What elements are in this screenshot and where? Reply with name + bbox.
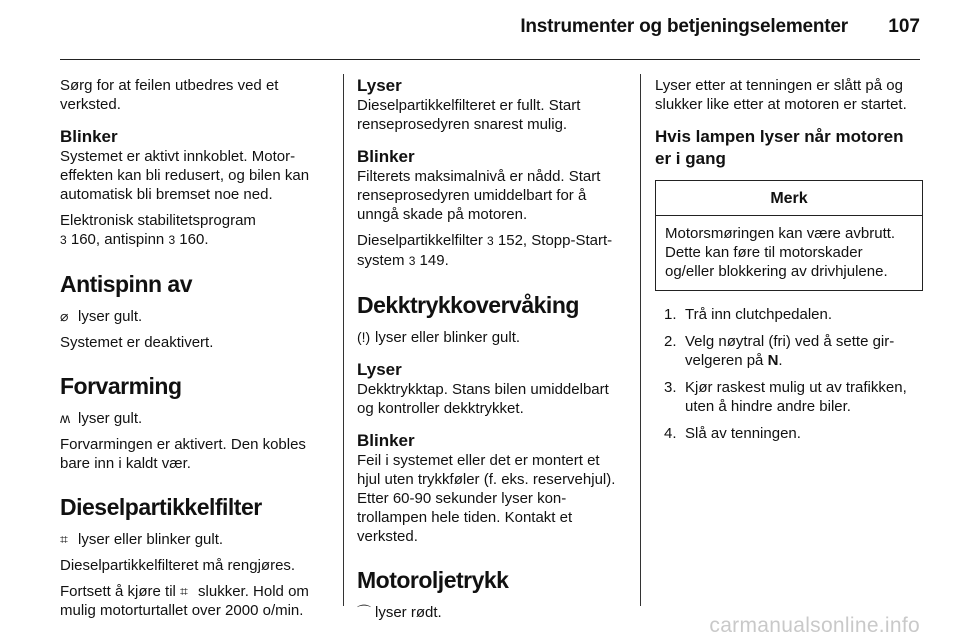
reference-arrow-icon: 3 [60, 233, 67, 247]
reference-arrow-icon: 3 [408, 254, 416, 268]
steps-list [655, 305, 923, 443]
tpms-lyser-heading: Lyser [357, 360, 402, 379]
page-header [0, 0, 960, 62]
esp-paragraph [60, 211, 328, 250]
engine-running-heading: Hvis lampen lyser når motoren er i gang [655, 127, 904, 168]
column-1 [60, 76, 328, 627]
column-2 [357, 76, 625, 629]
tpms-blinker-text: Feil i systemet eller det er montert et hjul uten trykkføler (f. eks. reservehjul). Etter 60-90 sekunder lyser kontrollampen hele tiden. Kontakt et verksted. [357, 452, 616, 545]
intro-text: Lyser etter at tenningen er slått på og slukker like etter at motoren er startet. [655, 77, 907, 113]
list-item: 2. Velg nøytral (fri) ved å sette girvelgeren på N. [664, 333, 895, 369]
list-item: 4. Slå av tenningen. [664, 425, 801, 442]
list-item: 3. Kjør raskest mulig ut av trafikken, uten å hindre andre biler. [664, 379, 907, 415]
dpf-lights: ⌗ lyser eller blinker gult. [60, 531, 224, 548]
header-title: Instrumenter og betjeningselementer [520, 16, 848, 37]
note-box [655, 180, 923, 291]
antispin-lights: ⌀ lyser gult. [60, 308, 143, 325]
glow-plug-icon: ʍ [60, 410, 71, 426]
cross-reference: Dieselpartikkelfilter 3 152, Stopp-Start-system 3 149. [357, 232, 613, 269]
oil-heading: Motoroljetrykk [357, 567, 509, 593]
blinker-heading: Blinker [60, 127, 118, 146]
tpms-blinker-heading: Blinker [357, 431, 415, 450]
tpms-heading: Dekktrykkovervåking [357, 292, 579, 318]
header-rule [60, 59, 920, 60]
oil-lights: ⌒ lyser rødt. [357, 604, 442, 621]
reference-arrow-icon: 3 [168, 233, 176, 247]
lyser-text: Dieselpartikkelfilteret er fullt. Start renseprosedyren snarest mulig. [357, 97, 581, 133]
antispin-text: Systemet er deaktivert. [60, 334, 214, 351]
note-title: Merk [656, 181, 922, 216]
preheat-lights: ʍ lyser gult. [60, 410, 143, 427]
traction-off-icon: ⌀ [60, 308, 69, 324]
blinker-heading: Blinker [357, 147, 415, 166]
oil-can-icon: ⌒ [357, 604, 371, 620]
dpf-ref[interactable]: 152, Stopp-Start-system [357, 232, 613, 269]
antispin-ref[interactable]: 160. [179, 231, 209, 248]
dpf-heading: Dieselpartikkelfilter [60, 494, 262, 520]
tire-pressure-icon: (!) [357, 329, 371, 345]
blinker-text: Systemet er aktivt innkoblet. Motoreffekten kan bli redusert, og bilen kan automatisk bli bremset noe ned. [60, 148, 310, 203]
preheat-text: Forvarmingen er aktivert. Den kobles bare inn i kaldt vær. [60, 436, 306, 472]
lyser-heading: Lyser [357, 76, 402, 95]
tpms-lyser-text: Dekktrykktap. Stans bilen umiddelbart og kontroller dekktrykket. [357, 381, 609, 417]
column-3 [655, 76, 923, 451]
list-item: 1. Trå inn clutchpedalen. [664, 306, 833, 323]
blinker-text: Filterets maksimalnivå er nådd. Start renseprosedyren umiddelbart for å unngå skade på motoren. [357, 168, 601, 223]
dpf-text-2: Fortsett å kjøre til ⌗ slukker. Hold om mulig motorturtallet over 2000 o/min. [60, 583, 309, 619]
intro-text: Sørg for at feilen utbedres ved et verksted. [60, 77, 279, 113]
tpms-lights: (!) lyser eller blinker gult. [357, 329, 521, 346]
page-number: 107 [888, 16, 920, 37]
esp-ref[interactable]: 160, antispinn [70, 231, 165, 248]
preheat-heading: Forvarming [60, 373, 182, 399]
esp-text: Elektronisk stabilitetsprogram [60, 212, 256, 229]
column-divider [343, 74, 344, 606]
particle-filter-icon: ⌗ [60, 531, 68, 547]
particle-filter-icon: ⌗ [180, 583, 188, 599]
column-divider [640, 74, 641, 606]
reference-arrow-icon: 3 [487, 234, 494, 248]
watermark: carmanualsonline.info [709, 614, 920, 637]
dpf-text-1: Dieselpartikkelfilteret må rengjøres. [60, 557, 296, 574]
antispin-heading: Antispinn av [60, 271, 193, 297]
note-body: Motorsmøringen kan være avbrutt. Dette kan føre til motorskader og/eller blokkering av drivhjulene. [665, 225, 896, 280]
stop-start-ref[interactable]: 149. [419, 252, 449, 269]
